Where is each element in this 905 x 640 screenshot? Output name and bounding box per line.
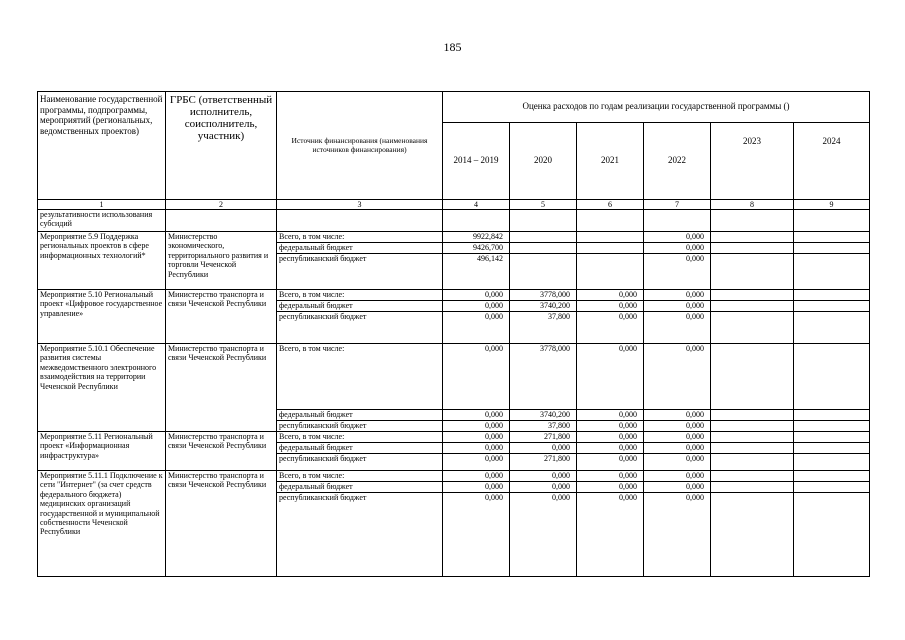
amount-cell xyxy=(794,454,870,471)
amount-cell xyxy=(794,471,870,482)
funding-source: Всего, в том числе: xyxy=(277,290,443,301)
amount-cell: 3778,000 xyxy=(510,344,577,410)
table-row xyxy=(38,344,870,410)
amount-cell xyxy=(794,482,870,493)
funding-source: республиканский бюджет xyxy=(277,312,443,344)
amount-cell: 0,000 xyxy=(510,443,577,454)
funding-source: Всего, в том числе: xyxy=(277,344,443,410)
funding-source: республиканский бюджет xyxy=(277,454,443,471)
amount-cell xyxy=(711,232,794,243)
row-name: Мероприятие 5.11 Региональный проект «Информационная инфраструктура» xyxy=(38,432,166,471)
amount-cell: 0,000 xyxy=(443,454,510,471)
amount-cell: 3740,200 xyxy=(510,410,577,421)
table-row xyxy=(38,471,870,482)
amount-cell xyxy=(577,243,644,254)
column-number: 6 xyxy=(577,200,644,210)
header-program-name: Наименование государственной программы, подпрограммы, мероприятий (региональных, ведомственных проектов) xyxy=(38,92,166,200)
amount-cell xyxy=(711,493,794,577)
amount-cell xyxy=(794,232,870,243)
amount-cell: 0,000 xyxy=(644,344,711,410)
amount-cell: 0,000 xyxy=(644,443,711,454)
amount-cell: 0,000 xyxy=(577,454,644,471)
amount-cell xyxy=(711,301,794,312)
funding-source: федеральный бюджет xyxy=(277,443,443,454)
funding-source: Всего, в том числе: xyxy=(277,432,443,443)
page-number: 185 xyxy=(443,40,462,54)
funding-source: республиканский бюджет xyxy=(277,254,443,290)
amount-cell: 271,800 xyxy=(510,432,577,443)
funding-source: федеральный бюджет xyxy=(277,243,443,254)
column-number: 4 xyxy=(443,200,510,210)
amount-cell: 0,000 xyxy=(443,290,510,301)
table-row xyxy=(38,290,870,301)
row-name: результативности использования субсидий xyxy=(38,210,166,232)
amount-cell xyxy=(711,312,794,344)
amount-cell: 0,000 xyxy=(510,482,577,493)
amount-cell: 0,000 xyxy=(510,471,577,482)
amount-cell: 0,000 xyxy=(644,421,711,432)
amount-cell: 0,000 xyxy=(644,410,711,421)
amount-cell xyxy=(794,432,870,443)
amount-cell xyxy=(711,290,794,301)
header-row xyxy=(38,92,870,123)
amount-cell: 0,000 xyxy=(443,312,510,344)
amount-cell xyxy=(794,243,870,254)
expenses-table xyxy=(37,91,870,577)
amount-cell: 0,000 xyxy=(644,232,711,243)
header-year: 2022 xyxy=(644,123,711,200)
amount-cell: 0,000 xyxy=(644,432,711,443)
amount-cell: 0,000 xyxy=(577,421,644,432)
amount-cell: 0,000 xyxy=(577,471,644,482)
header-expense-estimate: Оценка расходов по годам реализации государственной программы () xyxy=(443,92,870,123)
header-year: 2020 xyxy=(510,123,577,200)
funding-source: федеральный бюджет xyxy=(277,482,443,493)
amount-cell: 0,000 xyxy=(443,421,510,432)
table-row xyxy=(38,432,870,443)
amount-cell: 0,000 xyxy=(577,432,644,443)
amount-cell xyxy=(711,421,794,432)
amount-cell: 0,000 xyxy=(644,454,711,471)
amount-cell xyxy=(711,254,794,290)
row-name: Мероприятие 5.10 Региональный проект «Цифровое государственное управление» xyxy=(38,290,166,344)
amount-cell xyxy=(711,344,794,410)
amount-cell: 0,000 xyxy=(577,301,644,312)
amount-cell xyxy=(711,432,794,443)
row-grbs: Министерство транспорта и связи Чеченской Республики xyxy=(166,290,277,344)
row-grbs: Министерство транспорта и связи Чеченской Республики xyxy=(166,471,277,577)
amount-cell xyxy=(794,410,870,421)
amount-cell: 0,000 xyxy=(577,493,644,577)
funding-source: федеральный бюджет xyxy=(277,301,443,312)
row-grbs: Министерство транспорта и связи Чеченской Республики xyxy=(166,432,277,471)
amount-cell: 0,000 xyxy=(644,471,711,482)
row-name: Мероприятие 5.11.1 Подключение к сети "Интернет" (за счет средств федерального бюджета) медицинских организаций государственной и муниципальной собственности Чеченской Республики xyxy=(38,471,166,577)
header-year: 2014 – 2019 xyxy=(443,123,510,200)
amount-cell: 0,000 xyxy=(443,410,510,421)
amount-cell xyxy=(577,232,644,243)
amount-cell: 0,000 xyxy=(443,432,510,443)
amount-cell xyxy=(711,482,794,493)
amount-cell xyxy=(711,471,794,482)
amount-cell xyxy=(794,493,870,577)
amount-cell: 37,800 xyxy=(510,421,577,432)
row-grbs: Министерство экономического, территориального развития и торговли Чеченской Республики xyxy=(166,232,277,290)
amount-cell xyxy=(711,454,794,471)
amount-cell: 9922,842 xyxy=(443,232,510,243)
amount-cell: 0,000 xyxy=(443,443,510,454)
amount-cell: 0,000 xyxy=(644,312,711,344)
row-name: Мероприятие 5.9 Поддержка региональных проектов в сфере информационных технологий* xyxy=(38,232,166,290)
amount-cell: 0,000 xyxy=(577,312,644,344)
amount-cell: 3740,200 xyxy=(510,301,577,312)
funding-source: республиканский бюджет xyxy=(277,493,443,577)
amount-cell xyxy=(510,243,577,254)
amount-cell xyxy=(794,312,870,344)
table-row xyxy=(38,210,870,232)
amount-cell xyxy=(577,254,644,290)
column-number: 7 xyxy=(644,200,711,210)
funding-source: республиканский бюджет xyxy=(277,421,443,432)
column-number: 9 xyxy=(794,200,870,210)
amount-cell xyxy=(794,421,870,432)
amount-cell xyxy=(510,254,577,290)
funding-source: федеральный бюджет xyxy=(277,410,443,421)
amount-cell: 496,142 xyxy=(443,254,510,290)
amount-cell: 37,800 xyxy=(510,312,577,344)
amount-cell: 9426,700 xyxy=(443,243,510,254)
amount-cell: 0,000 xyxy=(443,344,510,410)
amount-cell xyxy=(794,443,870,454)
amount-cell: 0,000 xyxy=(644,290,711,301)
column-numbers-row xyxy=(38,200,870,210)
amount-cell: 0,000 xyxy=(443,471,510,482)
column-number: 5 xyxy=(510,200,577,210)
amount-cell: 0,000 xyxy=(443,482,510,493)
header-year: 2024 xyxy=(794,123,870,200)
amount-cell: 0,000 xyxy=(644,493,711,577)
funding-source: Всего, в том числе: xyxy=(277,232,443,243)
amount-cell xyxy=(794,301,870,312)
amount-cell: 0,000 xyxy=(644,254,711,290)
amount-cell xyxy=(794,344,870,410)
header-year: 2023 xyxy=(711,123,794,200)
header-year: 2021 xyxy=(577,123,644,200)
funding-source: Всего, в том числе: xyxy=(277,471,443,482)
amount-cell xyxy=(794,290,870,301)
amount-cell: 0,000 xyxy=(510,493,577,577)
amount-cell: 0,000 xyxy=(644,482,711,493)
header-grbs: ГРБС (ответственный исполнитель, соисполнитель, участник) xyxy=(166,92,277,200)
amount-cell xyxy=(711,410,794,421)
amount-cell: 3778,000 xyxy=(510,290,577,301)
column-number: 3 xyxy=(277,200,443,210)
column-number: 8 xyxy=(711,200,794,210)
header-funding-source: Источник финансирования (наименования источников финансирования) xyxy=(277,92,443,200)
amount-cell xyxy=(711,243,794,254)
amount-cell xyxy=(711,443,794,454)
amount-cell: 0,000 xyxy=(577,344,644,410)
amount-cell: 0,000 xyxy=(443,493,510,577)
amount-cell: 0,000 xyxy=(644,243,711,254)
amount-cell: 0,000 xyxy=(577,482,644,493)
row-grbs: Министерство транспорта и связи Чеченской Республики xyxy=(166,344,277,432)
amount-cell: 0,000 xyxy=(644,301,711,312)
column-number: 2 xyxy=(166,200,277,210)
amount-cell: 0,000 xyxy=(577,410,644,421)
amount-cell: 0,000 xyxy=(443,301,510,312)
table-row xyxy=(38,232,870,243)
amount-cell: 0,000 xyxy=(577,290,644,301)
amount-cell xyxy=(510,232,577,243)
amount-cell xyxy=(794,254,870,290)
row-name: Мероприятие 5.10.1 Обеспечение развития системы межведомственного электронного взаимодействия на территории Чеченской Республики xyxy=(38,344,166,432)
amount-cell: 271,800 xyxy=(510,454,577,471)
column-number: 1 xyxy=(38,200,166,210)
amount-cell: 0,000 xyxy=(577,443,644,454)
